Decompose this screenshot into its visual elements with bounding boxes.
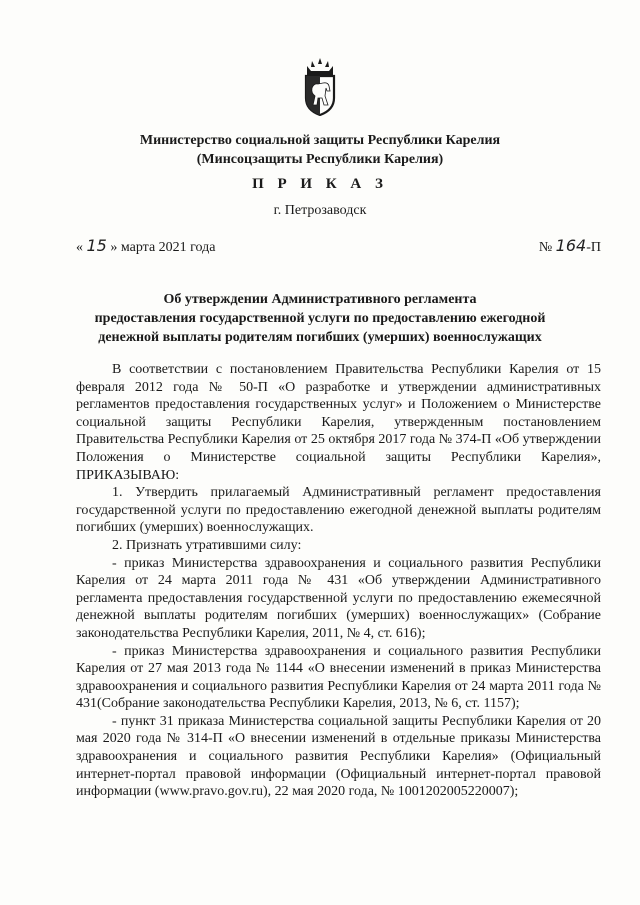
body-preamble: В соответствии с постановлением Правительства Республики Карелия от 15 февраля 2012 года № 50-П «О разработке и утверждении административных регламентов предоставления государственных услуг» и Положением о Министерстве социальной защиты Республики Карелия, утвержденным постановлением Правительства Республики Карелия от 25 октября 2017 года № 374-П «Об утверждении Положения о Министерстве социальной защиты Республики Карелия», ПРИКАЗЫВАЮ:	[76, 362, 601, 483]
date-number-line	[76, 236, 601, 256]
number-prefix: №	[538, 240, 553, 255]
document-type: П Р И К А З	[252, 176, 388, 192]
ministry-name-line1: Министерство социальной защиты Республики Карелия	[139, 133, 501, 148]
subject-line2: предоставления государственной услуги по предоставлению ежегодной	[94, 311, 546, 326]
document-number	[539, 236, 601, 256]
body-item-2a: - приказ Министерства здравоохранения и социального развития Республики Карелия от 24 марта 2011 года № 431 «Об утверждении Административного регламента предоставления государственной услуги по предоставлению ежемесячной денежной выплаты родителям погибших (умерших) военнослужащих» (Собрание законодательства Республики Карелия, 2011, № 4, ст. 616);	[76, 555, 601, 641]
ministry-name-line2: (Минсоцзащиты Республики Карелия)	[196, 152, 444, 167]
date-rest: » марта 2021 года	[110, 240, 216, 255]
document-city: г. Петрозаводск	[273, 203, 367, 218]
subject-line1: Об утверждении Административного регламента	[163, 292, 477, 307]
karelia-coat-of-arms-icon	[303, 58, 337, 116]
number-handwritten: 164	[555, 236, 587, 255]
date-open-quote: «	[76, 240, 83, 255]
body-item-2: 2. Признать утратившими силу:	[112, 537, 302, 553]
body-item-1: 1. Утвердить прилагаемый Административный регламент предоставления государственной услуги по предоставлению ежегодной денежной выплаты родителям погибших (умерших) военнослужащих.	[76, 485, 601, 536]
document-body	[76, 361, 601, 801]
date-day-handwritten: 15	[86, 236, 107, 255]
ministry-name	[0, 131, 640, 169]
number-suffix: -П	[586, 240, 601, 255]
body-item-2c: - пункт 31 приказа Министерства социальной защиты Республики Карелия от 20 мая 2020 года № 314-П «О внесении изменений в отдельные приказы Министерства здравоохранения и социального развития Республики Карелия» (Официальный интернет-портал правовой информации (Официальный интернет-портал правовой информации (www.pravo.gov.ru), 22 мая 2020 года, № 1001202005220007);	[76, 713, 601, 800]
body-item-2b: - приказ Министерства здравоохранения и социального развития Республики Карелия от 27 мая 2013 года № 1144 «О внесении изменений в приказ Министерства здравоохранения и социального развития Республики Карелия от 24 марта 2011 года № 431(Собрание законодательства Республики Карелия, 2013, № 6, ст. 1157);	[76, 643, 601, 712]
document-subject	[0, 290, 640, 347]
document-date	[76, 236, 215, 256]
subject-line3: денежной выплаты родителям погибших (умерших) военнослужащих	[98, 330, 542, 345]
